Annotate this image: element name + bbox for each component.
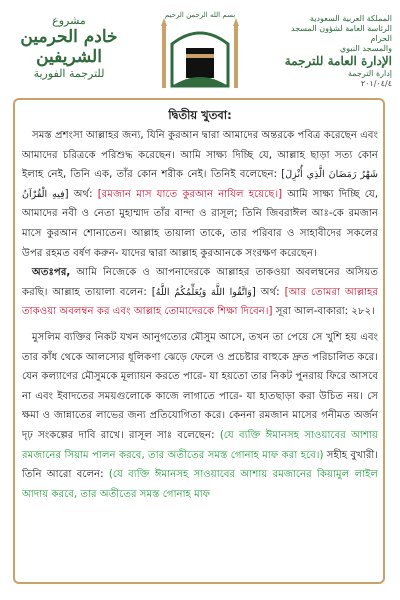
hadith-1: (যে ব্যক্তি ঈমানসহ সাওয়াবের আশায় রমজানের সিয়াম পালন করবে, তার অতীতের সমস্ত গোনাহ মাফ করা হবে।) — [22, 429, 378, 461]
presidency-line5: إدارة الترجمة — [348, 69, 392, 78]
presidency-logo — [272, 14, 392, 86]
quran-verse-1: شَهْرُ رَمَضَانَ الَّذِي أُنْزِلَ فِيهِ الْقُرْآنُ — [22, 169, 379, 200]
p3-text-1: মুসলিম ব্যক্তির নিকট যখন আনুগত্যের মৌসুম আসে, তখন তা পেয়ে সে খুশি হয় এবং তার কাঁধ থেকে আলস্যের ধূলিকণা ঝেড়ে ফেলে ও প্রচেষ্টার বাহুকে দ্রুত পরিচালিত করে। যেন কল্যাণের মৌসুমকে মূল্যায়ন করতে পারে- যা হয়তো তার নিকট পুনরায় ফিরে আসবে না এবং ইবাদতের সময়গুলোকে কাজে লাগাতে পারে- যা হাতছাড়া করা উচিত নয়। সে ক্ষমা ও জান্নাতের লাভের জন্য প্রতিযোগিতা করে। কেননা রমজান মাসের গনীমত অর্জন দৃঢ় সংকল্পের দাবি রাখে। রাসূল সাঃ বলেছেন: — [22, 331, 378, 441]
p2-text-1: আমি নিজেকে ও আপনাদেরকে আল্লাহর তাকওয়া অবলম্বনের অসিয়ত করছি। আল্লাহ তায়ালা বলেন: [ — [22, 267, 378, 298]
hadith-2: (যে ব্যক্তি ঈমানসহ সাওয়াবের আশায় রমজানের কিয়ামুল লাইল আদায় করবে, তার অতীতের সমস্ত গোনাহ মাফ — [22, 469, 378, 500]
paragraph-2 — [22, 263, 378, 322]
paragraph-1 — [22, 126, 378, 263]
project-logo-line2: خادم الحرمين الشريفين — [20, 27, 118, 67]
sermon-body — [22, 106, 378, 504]
p2-bold-lead: অতঃপর, — [32, 267, 71, 279]
page-header — [0, 0, 400, 96]
sermon-title: দ্বিতীয় খুতবা: — [168, 108, 232, 122]
p2-text-3: সূরা আল-বাকারা: ২৮২। — [272, 306, 375, 318]
presidency-line2: الرئاسة العامة لشؤون المسجد الحرام — [290, 24, 392, 43]
basmala-text: بسم الله الرحمن الرحيم — [164, 11, 236, 19]
kaaba-mosque-emblem-icon — [152, 8, 248, 92]
presidency-line3: والمسجد النبوي — [339, 44, 392, 53]
presidency-department: الإدارة العامة للترجمة — [284, 54, 392, 68]
quran-verse-2: وَاتَّقُوا اللَّهَ وَيُعَلِّمُكُمُ اللَّهُ — [155, 286, 252, 298]
presidency-line1: المملكة العربية السعودية — [309, 14, 392, 23]
paragraph-3 — [22, 328, 378, 504]
reference-number: ٢٠١/٠٤/٤ — [360, 79, 392, 88]
p3-text-2: সহীহ বুখারী। তিনি আরো বলেন: — [22, 449, 378, 481]
p1-text-2: ] অর্থ: — [64, 188, 98, 200]
project-logo — [10, 14, 128, 82]
verse-translation-2: [আর তোমরা আল্লাহর তাকওয়া অবলম্বন কর এবং আল্লাহ তোমাদেরকে শিক্ষা দিবেন।] — [22, 286, 378, 318]
project-logo-line3: للترجمة الفورية — [33, 67, 105, 80]
p2-text-2: ] অর্থ: — [251, 286, 285, 298]
verse-translation-1: [রমজান মাস যাতে কুরআন নাযিল হয়েছে।] — [97, 188, 283, 200]
p1-text-3: আমি সাক্ষ্য দিচ্ছি যে, আমাদের নবী ও নেতা মুহাম্মাদ তাঁর বান্দা ও রাসূল; তিনি জিবরাঈল আঃ-কে রমজান মাসে কুরআন শোনাতেন। আল্লাহ তায়ালা তাকে, তার পরিবার ও সাহাবীদের সকলের উপর রহমত বর্ষণ করুন- যাদের দ্বারা আল্লাহ কুরআনকে সংরক্ষণ করেছেন। — [22, 188, 379, 259]
project-logo-line1: مشروع — [52, 14, 86, 27]
p1-text-1: সমস্ত প্রশংসা আল্লাহর জন্য, যিনি কুরআন দ্বারা আমাদের অন্তরকে পবিত্র করেছেন এবং আমাদের চরিত্রকে পরিশুদ্ধ করেছেন। আমি সাক্ষ্য দিচ্ছি যে, আল্লাহ ছাড়া সত্য কোন ইলাহ নেই, তিনি এক, তাঁর কোন শরীক নেই। তিনিই বলেছেন: [ — [22, 130, 378, 181]
